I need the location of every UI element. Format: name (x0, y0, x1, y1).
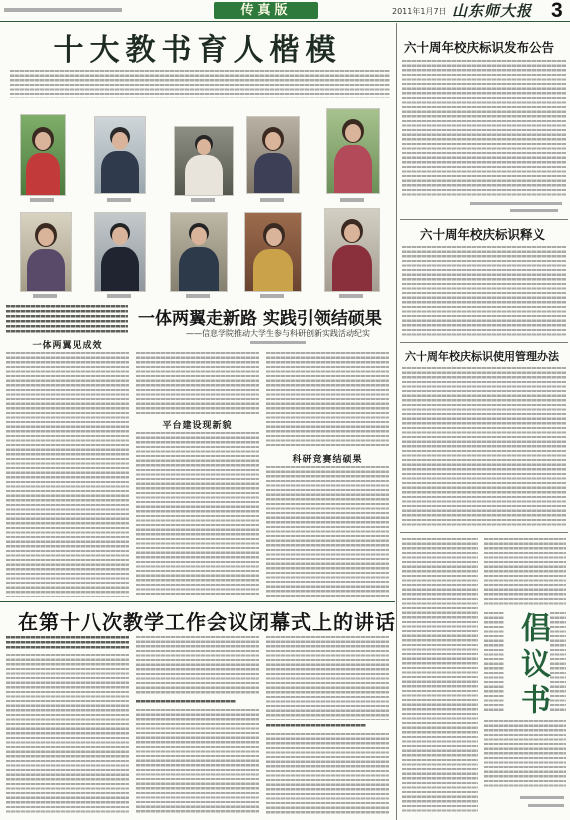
feature-intro-text (10, 70, 390, 98)
proposal-body-text (402, 538, 478, 814)
notice-title: 六十周年校庆标识发布公告 (404, 40, 555, 55)
portrait-photo (174, 126, 234, 196)
issue-date: 2011年1月7日 (392, 7, 447, 16)
article-body-text (266, 466, 389, 597)
photo-caption (260, 294, 284, 298)
portrait-photo (244, 212, 302, 292)
article-body-text (266, 352, 389, 448)
portrait-photo (94, 212, 146, 292)
article-body-text (136, 352, 259, 414)
portrait-photo (170, 212, 228, 292)
article-lead-text (6, 305, 128, 333)
portrait-photo (246, 116, 300, 194)
article-body-text (136, 432, 259, 597)
portrait-photo (326, 108, 380, 194)
notice-rule (400, 219, 568, 220)
article-headline: 一体两翼走新路 实践引领结硕果 (138, 309, 382, 329)
proposal-body-text (484, 720, 566, 788)
notice-title: 六十周年校庆标识使用管理办法 (405, 350, 559, 363)
article-byline (250, 341, 306, 344)
photo-caption (30, 198, 54, 202)
speech-headline: 在第十八次教学工作会议闭幕式上的讲话 (18, 610, 396, 634)
proposal-body-text (484, 538, 566, 606)
section-banner: 传真版 (214, 2, 318, 19)
notice-body-text (402, 246, 566, 338)
proposal-title: 倡议书 (515, 612, 550, 720)
feature-title: 十大教书育人楷模 (53, 33, 342, 68)
notice-body-text (402, 60, 566, 196)
speech-intro-text (6, 636, 129, 650)
portrait-photo (94, 116, 146, 194)
notice-body-text (402, 367, 566, 527)
photo-caption (339, 294, 363, 298)
header-rule (0, 21, 570, 22)
proposal-body-text (484, 612, 504, 712)
portrait-photo (324, 208, 380, 292)
speech-body-text (266, 733, 389, 814)
notice-title: 六十周年校庆标识释义 (420, 227, 546, 242)
editor-credit-line (4, 8, 122, 12)
portrait-photo (20, 212, 72, 292)
speech-body-text (136, 709, 259, 814)
notice-rule (400, 342, 568, 343)
speech-section-heading (136, 700, 236, 705)
photo-caption (33, 294, 57, 298)
notice-signature-date (510, 209, 558, 212)
proposal-body-text (550, 612, 566, 712)
photo-caption (107, 294, 131, 298)
article-body-text (6, 352, 129, 597)
speech-section-heading (266, 724, 366, 729)
notice-rule (400, 532, 568, 533)
article-subhead: 科研竞赛结硕果 (292, 455, 363, 465)
page-number: 3 (551, 0, 563, 22)
photo-caption (340, 198, 364, 202)
article-subhead: 一体两翼见成效 (32, 341, 103, 351)
proposal-signature (520, 796, 564, 799)
photo-caption (107, 198, 131, 202)
speech-body-text (136, 636, 259, 696)
column-divider (396, 23, 397, 820)
photo-caption (186, 294, 210, 298)
photo-caption (260, 198, 284, 202)
notice-signature (470, 202, 562, 205)
speech-body-text (266, 636, 389, 720)
section-rule (0, 601, 395, 602)
portrait-photo (20, 114, 66, 196)
article-subhead: 平台建设现新貌 (162, 421, 233, 431)
speech-body-text (6, 654, 129, 814)
proposal-signature-date (528, 804, 564, 807)
masthead-logo: 山东师大报 (452, 2, 533, 20)
photo-caption (191, 198, 215, 202)
article-subtitle: ——信息学院推动大学生参与科研创新实践活动纪实 (186, 329, 370, 338)
